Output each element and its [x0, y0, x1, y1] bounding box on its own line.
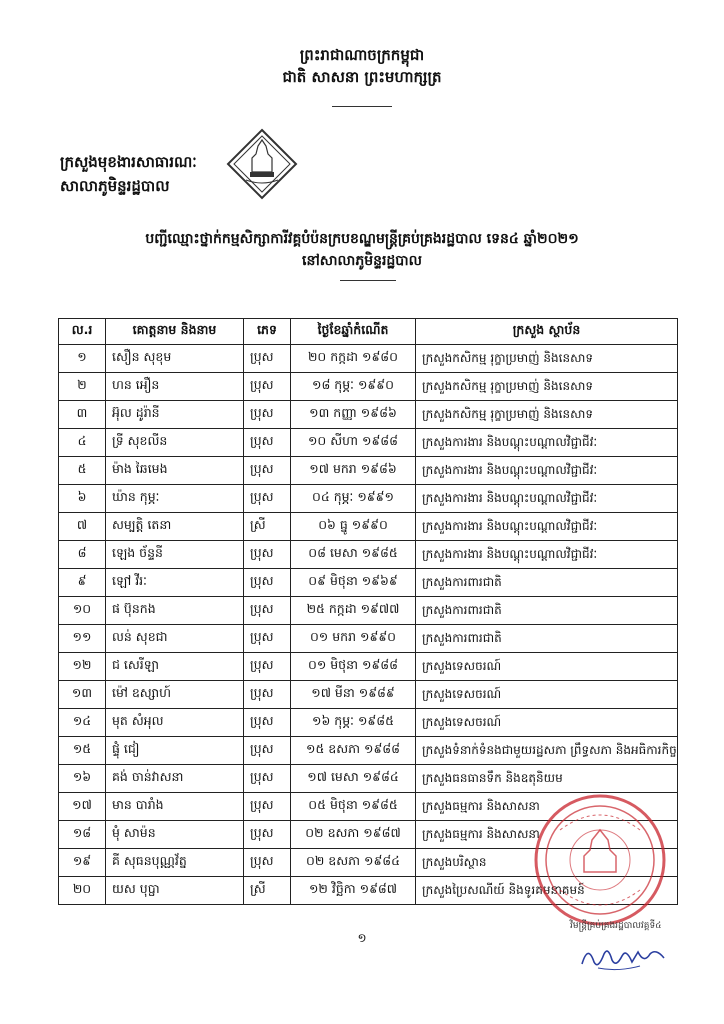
cell-ministry: ក្រសួងការងារ និងបណ្តុះបណ្តាលវិជ្ជាជីវៈ	[416, 457, 678, 485]
cell-number: ១៥	[59, 737, 106, 765]
school-name: សាលាភូមិន្ទរដ្ឋបាល	[60, 177, 170, 195]
cell-ministry: ក្រសួងការងារ និងបណ្តុះបណ្តាលវិជ្ជាជីវៈ	[416, 485, 678, 513]
cell-ministry: ក្រសួងធម្មការ និងសាសនា	[416, 793, 678, 821]
cell-number: ១២	[59, 653, 106, 681]
cell-dob: ១០ សីហា ១៩៨៨	[291, 429, 416, 457]
cell-number: ៩	[59, 569, 106, 597]
cell-name: ឃ៉ាន កុម្ភៈ	[106, 485, 244, 513]
cell-name: ផ ប៊ុនកង	[106, 597, 244, 625]
cell-ministry: ក្រសួងទេសចរណ៍	[416, 709, 678, 737]
cell-name: គង់ ចាន់វាសនា	[106, 765, 244, 793]
cell-sex: ប្រុស	[244, 625, 291, 653]
cell-dob: ០៥ មិថុនា ១៩៨៥	[291, 793, 416, 821]
table-row	[59, 625, 678, 653]
cell-number: ១៧	[59, 793, 106, 821]
cell-dob: ១៧ មេសា ១៩៨៤	[291, 765, 416, 793]
cell-ministry: ក្រសួងកសិកម្ម រុក្ខាប្រមាញ់ និងនេសាទ	[416, 373, 678, 401]
cell-number: ៤	[59, 429, 106, 457]
cell-dob: ១២ វិច្ឆិកា ១៩៨៧	[291, 877, 416, 905]
cell-name: ឡៅ វីរៈ	[106, 569, 244, 597]
ministry-name: ក្រសួងមុខងារសាធារណៈ	[60, 153, 197, 171]
cell-ministry: ក្រសួងទំនាក់ទំនងជាមួយរដ្ឋសភា ព្រឹទ្ធសភា និងអធិការកិច្ច	[416, 737, 678, 765]
cell-ministry: ក្រសួងទេសចរណ៍	[416, 681, 678, 709]
table-row	[59, 513, 678, 541]
table-row	[59, 401, 678, 429]
cell-ministry: ក្រសួងប្រៃសណីយ៍ និងទូរគមនាគមន៍	[416, 877, 678, 905]
cell-sex: ប្រុស	[244, 457, 291, 485]
col-header-ministry: ក្រសួង ស្ថាប័ន	[416, 319, 678, 345]
cell-sex: ប្រុស	[244, 737, 291, 765]
cell-name: សឿន សុខុម	[106, 345, 244, 373]
cell-dob: ០១ មករា ១៩៩០	[291, 625, 416, 653]
signature-caption: វិមន្ត្រីគ្រប់គ្រងរដ្ឋបាលវគ្គទី៤	[570, 921, 662, 931]
table-row	[59, 681, 678, 709]
title-line-1: បញ្ជីឈ្មោះថ្នាក់កម្មសិក្សាការីវគ្គបំប៉នក្របខណ្ឌមន្ត្រីគ្រប់គ្រងរដ្ឋបាល ទេន៤ ឆ្នាំ២០២១	[145, 231, 579, 247]
cell-sex: ប្រុស	[244, 765, 291, 793]
table-row	[59, 485, 678, 513]
cell-dob: ១៧ មីនា ១៩៨៩	[291, 681, 416, 709]
cell-sex: ប្រុស	[244, 401, 291, 429]
cell-number: ៧	[59, 513, 106, 541]
cell-number: ១៩	[59, 849, 106, 877]
cell-ministry: ក្រសួងធម្មការ និងសាសនា	[416, 821, 678, 849]
col-header-number: ល.រ	[59, 319, 106, 345]
cell-name: អ៊ុល ដូរ៉ានី	[106, 401, 244, 429]
cell-sex: ប្រុស	[244, 597, 291, 625]
cell-ministry: ក្រសួងការងារ និងបណ្តុះបណ្តាលវិជ្ជាជីវៈ	[416, 429, 678, 457]
title-divider	[340, 280, 396, 281]
cell-number: ១១	[59, 625, 106, 653]
cell-sex: ប្រុស	[244, 709, 291, 737]
cell-number: ៣	[59, 401, 106, 429]
table-header-row	[59, 319, 678, 345]
cell-number: ១០	[59, 597, 106, 625]
cell-sex: ប្រុស	[244, 569, 291, 597]
cell-sex: ប្រុស	[244, 821, 291, 849]
cell-dob: ២៥ កក្កដា ១៩៧៧	[291, 597, 416, 625]
cell-sex: ប្រុស	[244, 541, 291, 569]
cell-dob: ១៧ មករា ១៩៨៦	[291, 457, 416, 485]
cell-number: ១៨	[59, 821, 106, 849]
table-row	[59, 653, 678, 681]
cell-number: ៨	[59, 541, 106, 569]
cell-name: ម៉ាង ឆៃមេង	[106, 457, 244, 485]
cell-ministry: ក្រសួងកសិកម្ម រុក្ខាប្រមាញ់ និងនេសាទ	[416, 345, 678, 373]
cell-sex: ស្រី	[244, 513, 291, 541]
col-header-sex: ភេទ	[244, 319, 291, 345]
cell-number: ២	[59, 373, 106, 401]
cell-name: ឡេង ច័ន្ទនី	[106, 541, 244, 569]
national-motto: ជាតិ សាសនា ព្រះមហាក្សត្រ	[282, 68, 442, 86]
cell-dob: ១៦ កុម្ភៈ ១៩៨៥	[291, 709, 416, 737]
handwritten-signature-icon	[578, 940, 668, 974]
cell-sex: ស្រី	[244, 877, 291, 905]
ministry-block	[60, 150, 197, 198]
cell-number: ១៦	[59, 765, 106, 793]
cell-ministry: ក្រសួងទេសចរណ៍	[416, 653, 678, 681]
cell-sex: ប្រុស	[244, 373, 291, 401]
header-divider	[332, 106, 392, 107]
cell-ministry: ក្រសួងការពារជាតិ	[416, 597, 678, 625]
cell-dob: ០៨ មេសា ១៩៨៥	[291, 541, 416, 569]
cell-ministry: ក្រសួងធនធានទឹក និងឧតុនិយម	[416, 765, 678, 793]
cell-name: ផ្ទុំ ជៀ	[106, 737, 244, 765]
cell-name: មុត សំអុល	[106, 709, 244, 737]
cell-ministry: ក្រសួងកសិកម្ម រុក្ខាប្រមាញ់ និងនេសាទ	[416, 401, 678, 429]
cell-dob: ០១ មិថុនា ១៩៨៨	[291, 653, 416, 681]
table-row	[59, 709, 678, 737]
cell-number: ១៤	[59, 709, 106, 737]
table-row	[59, 457, 678, 485]
cell-name: សម្បត្តិ តេនា	[106, 513, 244, 541]
school-emblem-icon	[226, 128, 298, 200]
page-number: ១	[357, 931, 367, 945]
kingdom-name: ព្រះរាជាណាចក្រកម្ពុជា	[299, 46, 425, 64]
cell-name: មុំ សាម៉ន	[106, 821, 244, 849]
cell-sex: ប្រុស	[244, 653, 291, 681]
cell-number: ១	[59, 345, 106, 373]
cell-sex: ប្រុស	[244, 485, 291, 513]
cell-name: ទ្រី សុខលីន	[106, 429, 244, 457]
table-row	[59, 373, 678, 401]
cell-number: ៥	[59, 457, 106, 485]
official-seal-icon	[530, 790, 670, 930]
cell-name: ជ សេរីឡា	[106, 653, 244, 681]
cell-name: មាន បារាំង	[106, 793, 244, 821]
title-line-2: នៅសាលាភូមិន្ទរដ្ឋបាល	[302, 253, 422, 269]
cell-dob: ០៩ មិថុនា ១៩៦៩	[291, 569, 416, 597]
cell-sex: ប្រុស	[244, 849, 291, 877]
cell-dob: ១៥ ឧសភា ១៩៨៨	[291, 737, 416, 765]
table-row	[59, 429, 678, 457]
cell-ministry: ក្រសួងការងារ និងបណ្តុះបណ្តាលវិជ្ជាជីវៈ	[416, 513, 678, 541]
cell-dob: ០២ ឧសភា ១៩៨៤	[291, 849, 416, 877]
table-row	[59, 597, 678, 625]
cell-number: ៦	[59, 485, 106, 513]
cell-number: ១៣	[59, 681, 106, 709]
cell-dob: ០៤ កុម្ភៈ ១៩៩១	[291, 485, 416, 513]
col-header-dob: ថ្ងៃខែឆ្នាំកំណើត	[291, 319, 416, 345]
cell-sex: ប្រុស	[244, 345, 291, 373]
cell-name: ហន អឿន	[106, 373, 244, 401]
table-row	[59, 737, 678, 765]
kingdom-header	[0, 44, 724, 88]
cell-name: គី សុធនបុណ្ណវ័ត្ន	[106, 849, 244, 877]
cell-number: ២០	[59, 877, 106, 905]
cell-ministry: ក្រសួងការពារជាតិ	[416, 625, 678, 653]
document-title	[0, 228, 724, 272]
cell-sex: ប្រុស	[244, 429, 291, 457]
cell-name: យស បុប្ផា	[106, 877, 244, 905]
table-row	[59, 345, 678, 373]
cell-dob: ២០ កក្កដា ១៩៨០	[291, 345, 416, 373]
col-header-name: គោត្តនាម និងនាម	[106, 319, 244, 345]
cell-dob: ០៦ ធ្នូ ១៩៩០	[291, 513, 416, 541]
cell-dob: ១៣ កញ្ញា ១៩៨៦	[291, 401, 416, 429]
table-row	[59, 765, 678, 793]
cell-ministry: ក្រសួងបរិស្ថាន	[416, 849, 678, 877]
table-row	[59, 569, 678, 597]
cell-ministry: ក្រសួងការពារជាតិ	[416, 569, 678, 597]
cell-sex: ប្រុស	[244, 793, 291, 821]
cell-name: ម៉ៅ ឧស្សាហ៍	[106, 681, 244, 709]
cell-name: លន់ សុខជា	[106, 625, 244, 653]
cell-dob: ០២ ឧសភា ១៩៨៧	[291, 821, 416, 849]
cell-dob: ១៨ កុម្ភៈ ១៩៩០	[291, 373, 416, 401]
cell-sex: ប្រុស	[244, 681, 291, 709]
table-row	[59, 541, 678, 569]
cell-ministry: ក្រសួងការងារ និងបណ្តុះបណ្តាលវិជ្ជាជីវៈ	[416, 541, 678, 569]
